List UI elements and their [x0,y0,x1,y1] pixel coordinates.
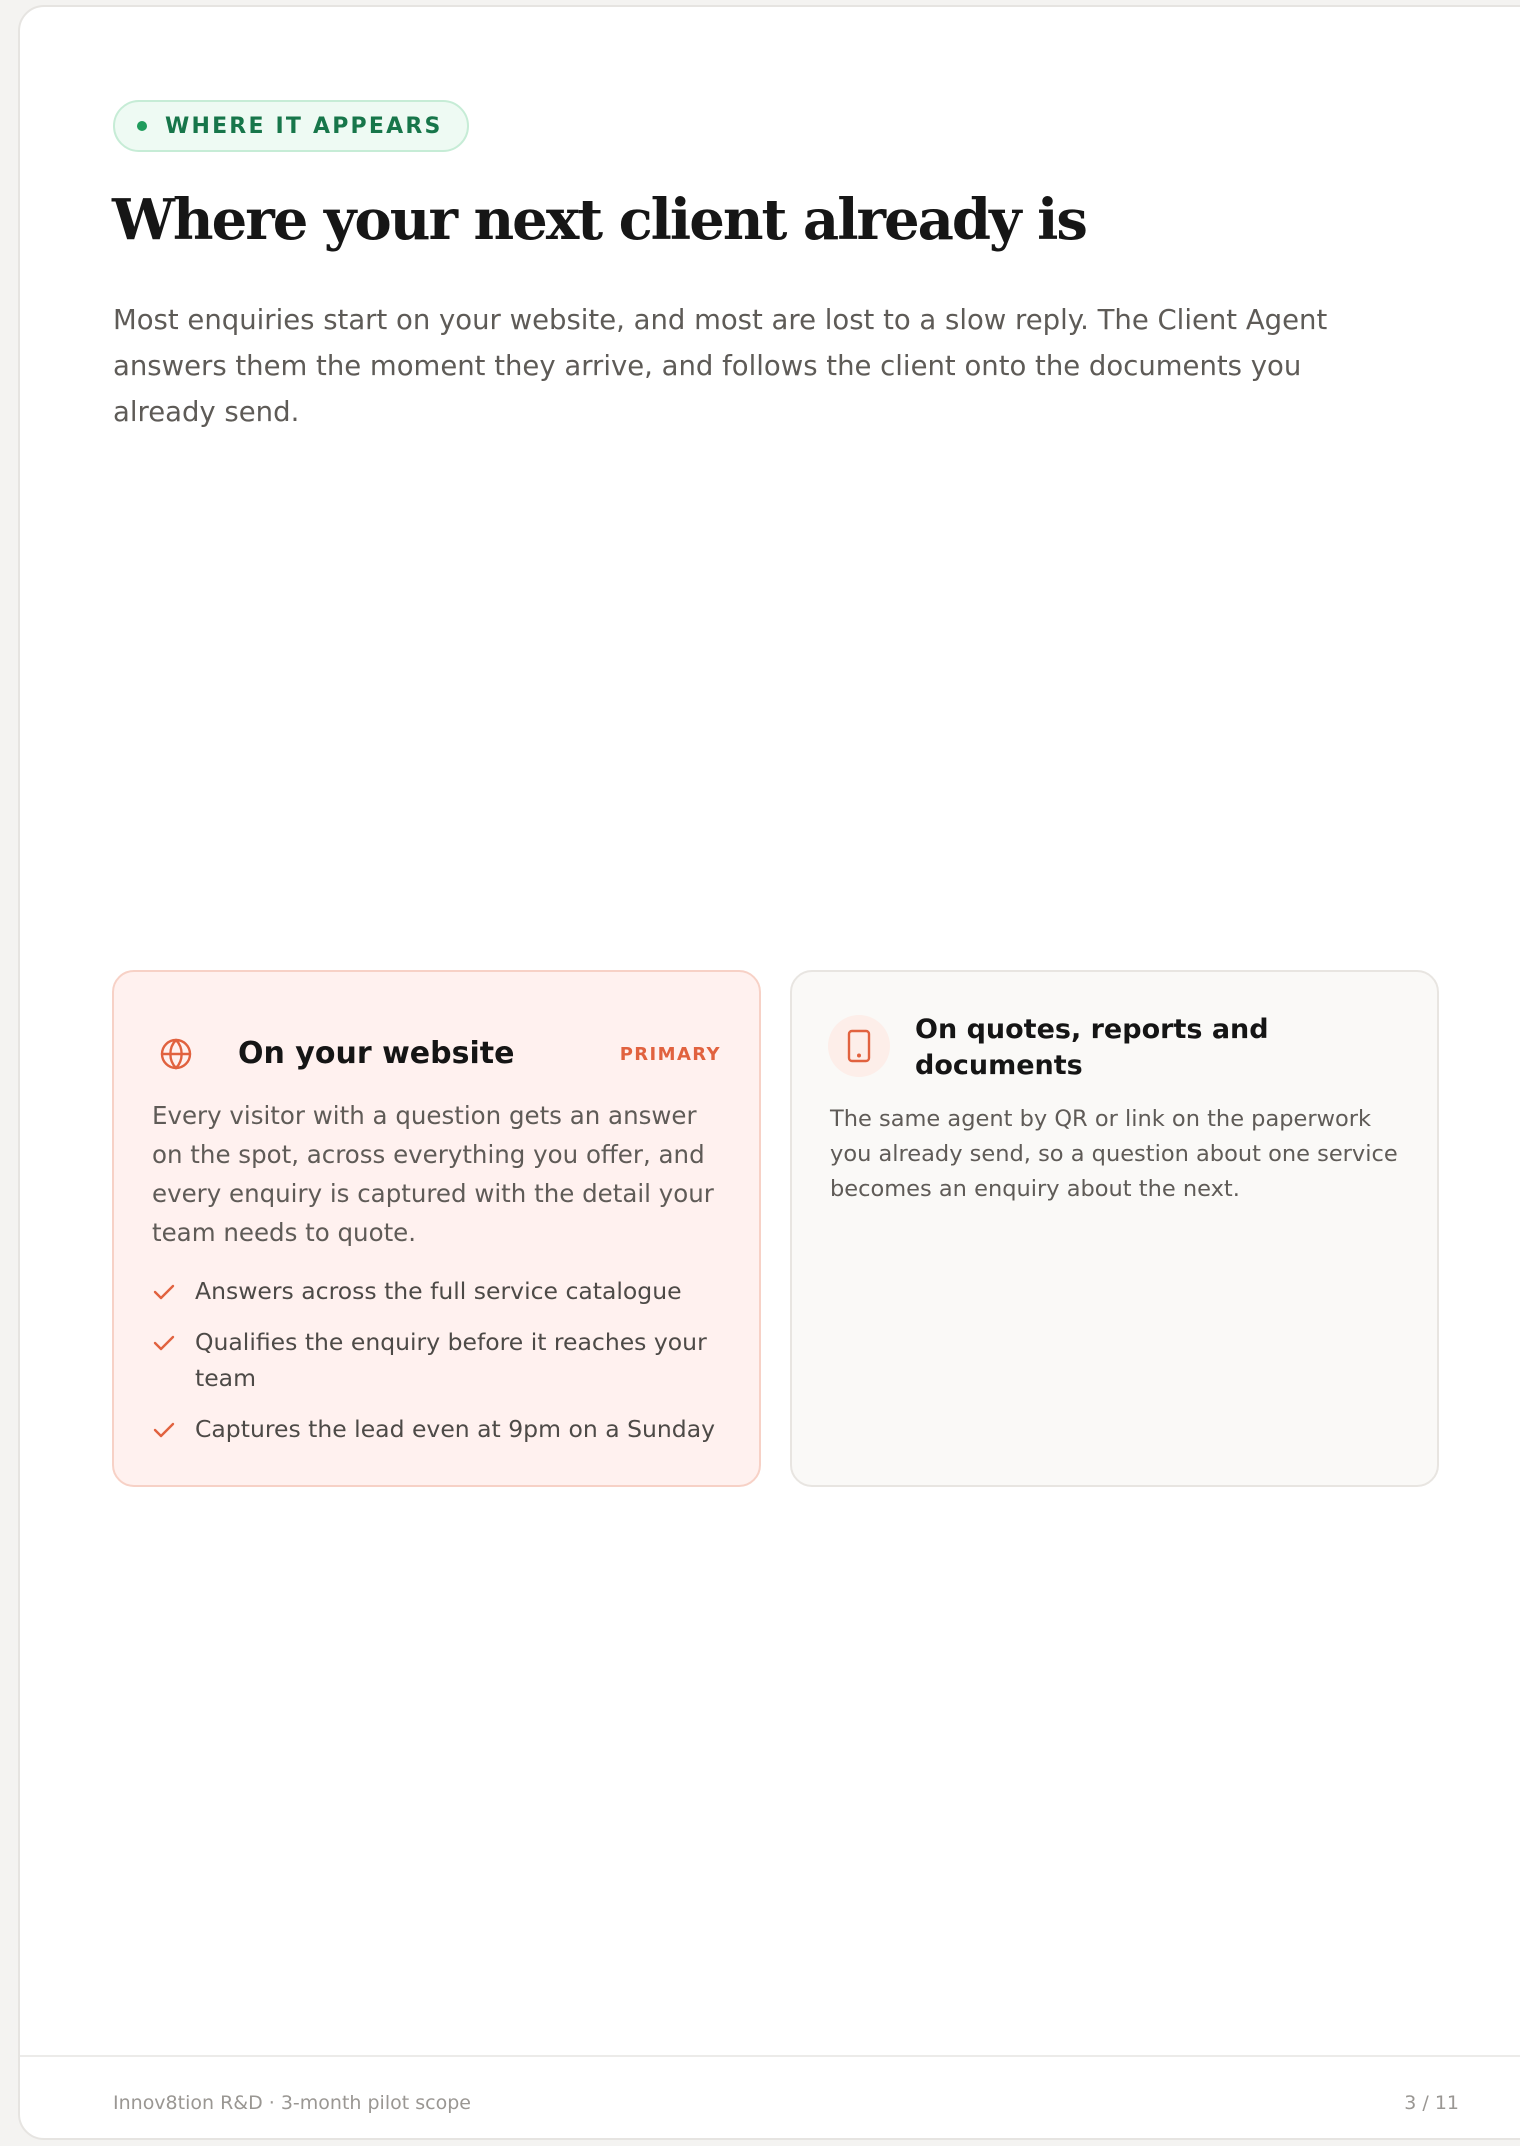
checklist-item [152,1411,732,1447]
documents-card [790,970,1439,1487]
check-icon [152,1332,176,1354]
website-card-body: Every visitor with a question gets an answer on the spot, across everything you offer, and every enquiry is captured with the detail your team needs to quote. [152,1101,714,1247]
website-card [112,970,761,1487]
page-title: Where your next client already is [112,187,1086,253]
website-card-title: On your website [238,1036,515,1071]
phone-icon [828,1015,890,1077]
documents-card-title: On quotes, reports and documents [915,1014,1269,1081]
primary-tag: PRIMARY [619,1044,721,1065]
checklist-item-text: Captures the lead even at 9pm on a Sunday [195,1415,716,1443]
footer-text: Innov8tion R&D · 3-month pilot scope [113,2092,471,2114]
footer-divider [20,2055,1520,2057]
documents-card-body: The same agent by QR or link on the paperwork you already send, so a question about one service becomes an enquiry about the next. [830,1106,1398,1202]
check-icon [152,1281,176,1303]
check-icon [152,1419,176,1441]
intro-paragraph: Most enquiries start on your website, and most are lost to a slow reply. The Client Agent answers them the moment they arrive, and follows the client onto the documents you already send. [113,304,1328,428]
page-number: 3 / 11 [1404,2092,1459,2114]
feature-checklist [152,1273,732,1462]
document-page [18,5,1520,2140]
section-badge [113,100,469,152]
checklist-item [152,1324,732,1396]
badge-dot [137,121,147,131]
globe-icon [145,1023,207,1085]
checklist-item [152,1273,732,1309]
checklist-item-text: Qualifies the enquiry before it reaches your team [195,1328,707,1392]
checklist-item-text: Answers across the full service catalogue [195,1277,682,1305]
badge-label: WHERE IT APPEARS [165,113,443,139]
